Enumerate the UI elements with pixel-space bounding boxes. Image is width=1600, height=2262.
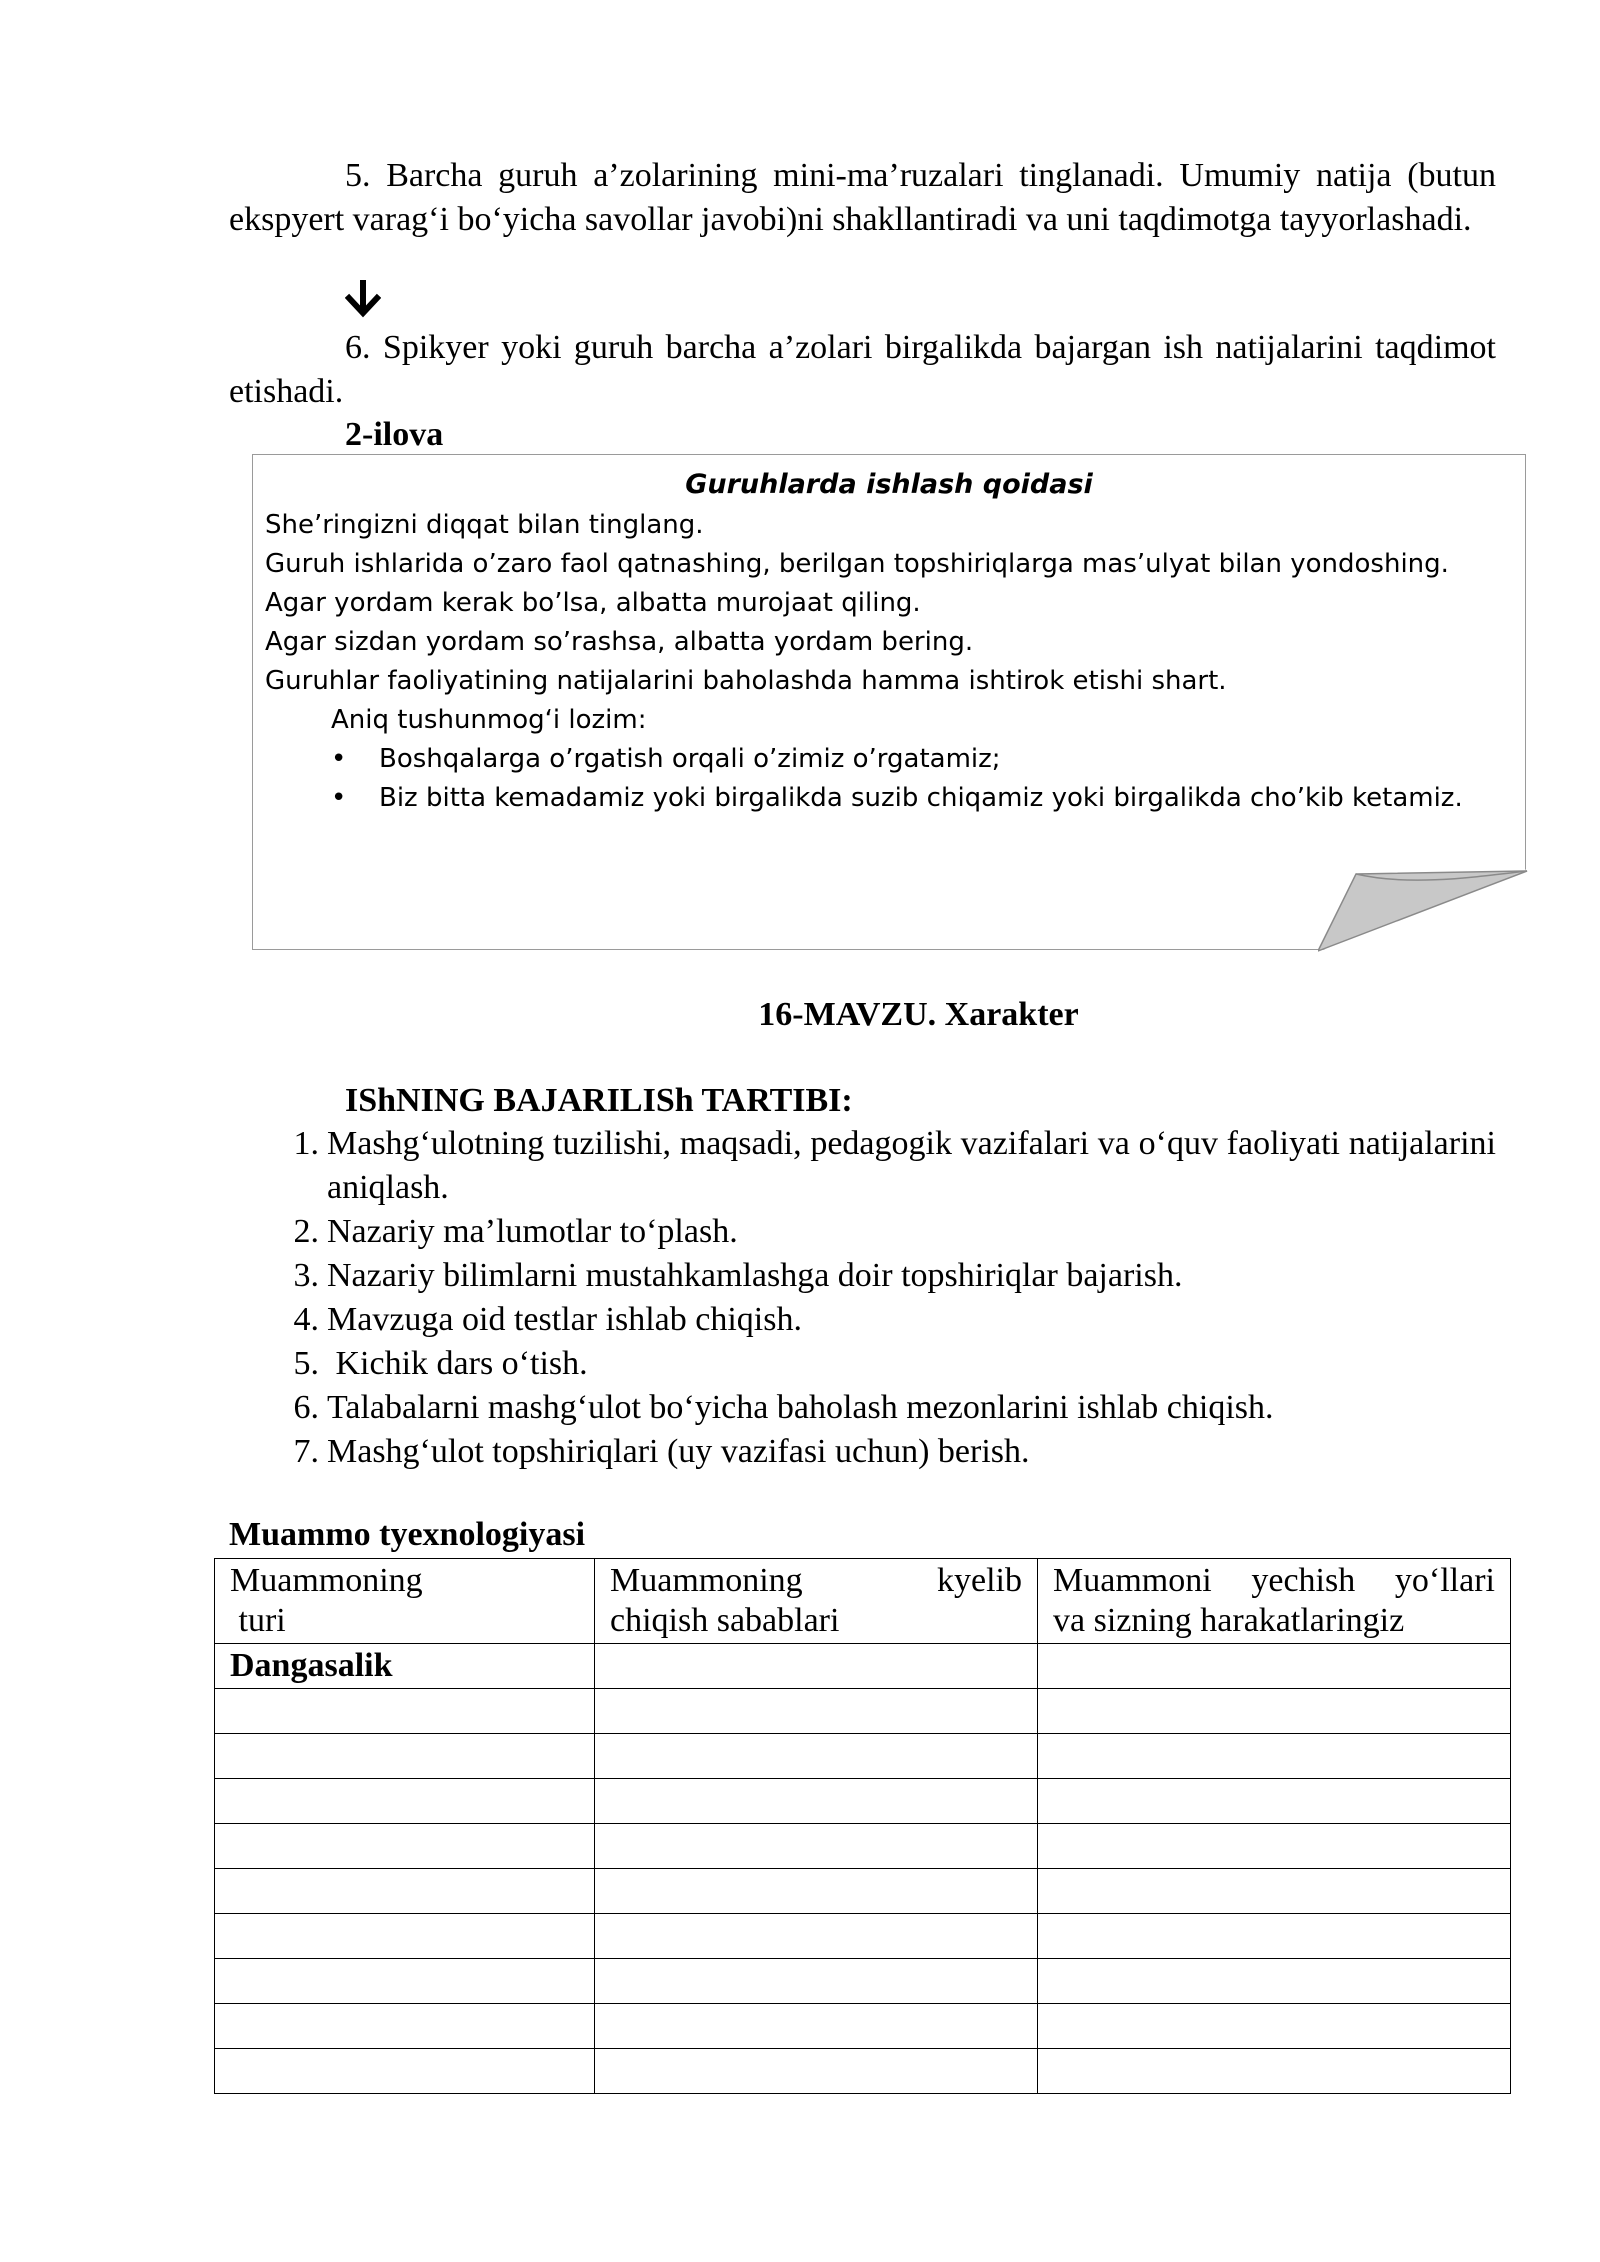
procedure-item-number: 4. [293, 1301, 319, 1338]
procedure-list [275, 1122, 1496, 1474]
table-cell[interactable] [215, 1734, 595, 1779]
procedure-item [275, 1254, 1496, 1298]
appendix-label: 2-ilova [345, 416, 444, 453]
note-bullet-item: Biz bitta kemadamiz yoki birgalikda suzib chiqamiz yoki birgalikda cho’kib ketamiz. [379, 783, 1463, 813]
header-cell-causes [595, 1559, 1038, 1644]
table-cell[interactable] [215, 1959, 595, 2004]
table-cell[interactable] [595, 2049, 1038, 2094]
table-cell[interactable] [215, 1779, 595, 1824]
table-cell[interactable] [1038, 1689, 1511, 1734]
topic-title: 16-MAVZU. Xarakter [758, 996, 1079, 1033]
procedure-item [275, 1342, 1496, 1386]
table-cell[interactable] [595, 1959, 1038, 2004]
table-row [215, 1644, 1511, 1689]
procedure-item-text: Kichik dars o‘tish. [327, 1345, 588, 1382]
header-text: Muammoni yechish yo‘llari [1053, 1562, 1495, 1599]
header-text: chiqish sabablari [610, 1602, 840, 1639]
procedure-item-number: 3. [293, 1257, 319, 1294]
table-row [215, 1779, 1511, 1824]
table-row [215, 1914, 1511, 1959]
table-cell[interactable] [215, 2004, 595, 2049]
procedure-item-number: 7. [293, 1433, 319, 1470]
step-5-paragraph: 5. Barcha guruh a’zolarining mini-ma’ruzalari tinglanadi. Umumiy natija (butun ekspyert varag‘i bo‘yicha savollar javobi)ni shakllantiradi va uni taqdimotga tayyorlashadi. [229, 157, 1496, 238]
procedure-item-text: Nazariy bilimlarni mustahkamlashga doir topshiriqlar bajarish. [327, 1257, 1183, 1294]
procedure-item [275, 1386, 1496, 1430]
step-6-paragraph: 6. Spikyer yoki guruh barcha a’zolari birgalikda bajargan ish natijalarini taqdimot etishadi. [229, 329, 1496, 410]
note-line: She’ringizni diqqat bilan tinglang. [265, 510, 704, 540]
header-text: Muammoning [230, 1562, 423, 1599]
table-cell[interactable] [1038, 1644, 1511, 1689]
header-cell-type [215, 1559, 595, 1644]
header-cell-solutions [1038, 1559, 1511, 1644]
table-row [215, 1869, 1511, 1914]
table-cell[interactable] [595, 1869, 1038, 1914]
table-cell[interactable] [1038, 1824, 1511, 1869]
bullet-icon: • [331, 783, 347, 813]
table-header-row [215, 1559, 1511, 1644]
procedure-heading: IShNING BAJARILISh TARTIBI: [345, 1082, 853, 1119]
page-curl-icon [1318, 868, 1530, 952]
table-cell[interactable] [215, 1689, 595, 1734]
table-cell[interactable] [595, 1779, 1038, 1824]
procedure-item-text: Mavzuga oid testlar ishlab chiqish. [327, 1301, 802, 1338]
procedure-item [275, 1298, 1496, 1342]
procedure-item-number: 6. [293, 1389, 319, 1426]
table-cell[interactable] [595, 2004, 1038, 2049]
note-subheading: Aniq tushunmog‘i lozim: [331, 705, 647, 735]
table-cell[interactable] [1038, 1914, 1511, 1959]
problem-table-title: Muammo tyexnologiyasi [229, 1516, 586, 1553]
note-line: Agar yordam kerak bo’lsa, albatta murojaat qiling. [265, 588, 921, 618]
table-cell: Dangasalik [215, 1644, 595, 1689]
header-text: Muammoning kyelib [610, 1562, 1022, 1599]
table-cell[interactable] [1038, 2049, 1511, 2094]
table-cell[interactable] [1038, 2004, 1511, 2049]
table-cell[interactable] [595, 1644, 1038, 1689]
note-title: Guruhlarda ishlash qoidasi [685, 469, 1093, 500]
header-text: turi [230, 1602, 286, 1639]
down-arrow-icon [345, 280, 381, 325]
table-cell[interactable] [215, 1914, 595, 1959]
procedure-item-number: 5. [293, 1345, 319, 1382]
procedure-item-text: Nazariy ma’lumotlar to‘plash. [327, 1213, 738, 1250]
table-cell[interactable] [215, 2049, 595, 2094]
procedure-item [275, 1122, 1496, 1210]
table-cell[interactable] [1038, 1779, 1511, 1824]
note-line: Guruhlar faoliyatining natijalarini baholashda hamma ishtirok etishi shart. [265, 666, 1227, 696]
table-row [215, 2004, 1511, 2049]
table-cell[interactable] [1038, 1959, 1511, 2004]
procedure-item [275, 1210, 1496, 1254]
table-row [215, 2049, 1511, 2094]
table-cell[interactable] [595, 1824, 1038, 1869]
procedure-item [275, 1430, 1496, 1474]
table-row [215, 1824, 1511, 1869]
table-cell[interactable] [595, 1734, 1038, 1779]
table-cell[interactable] [215, 1824, 595, 1869]
note-bullet-item: Boshqalarga o’rgatish orqali o’zimiz o’rgatamiz; [379, 744, 1001, 774]
table-row [215, 1689, 1511, 1734]
note-line: Guruh ishlarida o’zaro faol qatnashing, berilgan topshiriqlarga mas’ulyat bilan yondoshing. [265, 549, 1449, 579]
procedure-item-number: 2. [293, 1213, 319, 1250]
table-row [215, 1959, 1511, 2004]
note-line: Agar sizdan yordam so’rashsa, albatta yordam bering. [265, 627, 974, 657]
table-cell[interactable] [595, 1689, 1038, 1734]
table-row [215, 1734, 1511, 1779]
table-cell[interactable] [215, 1869, 595, 1914]
bullet-icon: • [331, 744, 347, 774]
header-text: va sizning harakatlaringiz [1053, 1602, 1405, 1639]
table-cell[interactable] [595, 1914, 1038, 1959]
table-cell[interactable] [1038, 1734, 1511, 1779]
procedure-item-text: Mashg‘ulot topshiriqlari (uy vazifasi uchun) berish. [327, 1433, 1030, 1470]
table-cell[interactable] [1038, 1869, 1511, 1914]
procedure-item-text: Talabalarni mashg‘ulot bo‘yicha baholash mezonlarini ishlab chiqish. [327, 1389, 1274, 1426]
procedure-item-number: 1. [293, 1125, 319, 1162]
procedure-item-text: Mashg‘ulotning tuzilishi, maqsadi, pedagogik vazifalari va o‘quv faoliyati natijalarini aniqlash. [327, 1125, 1496, 1206]
problem-table [214, 1558, 1511, 2094]
